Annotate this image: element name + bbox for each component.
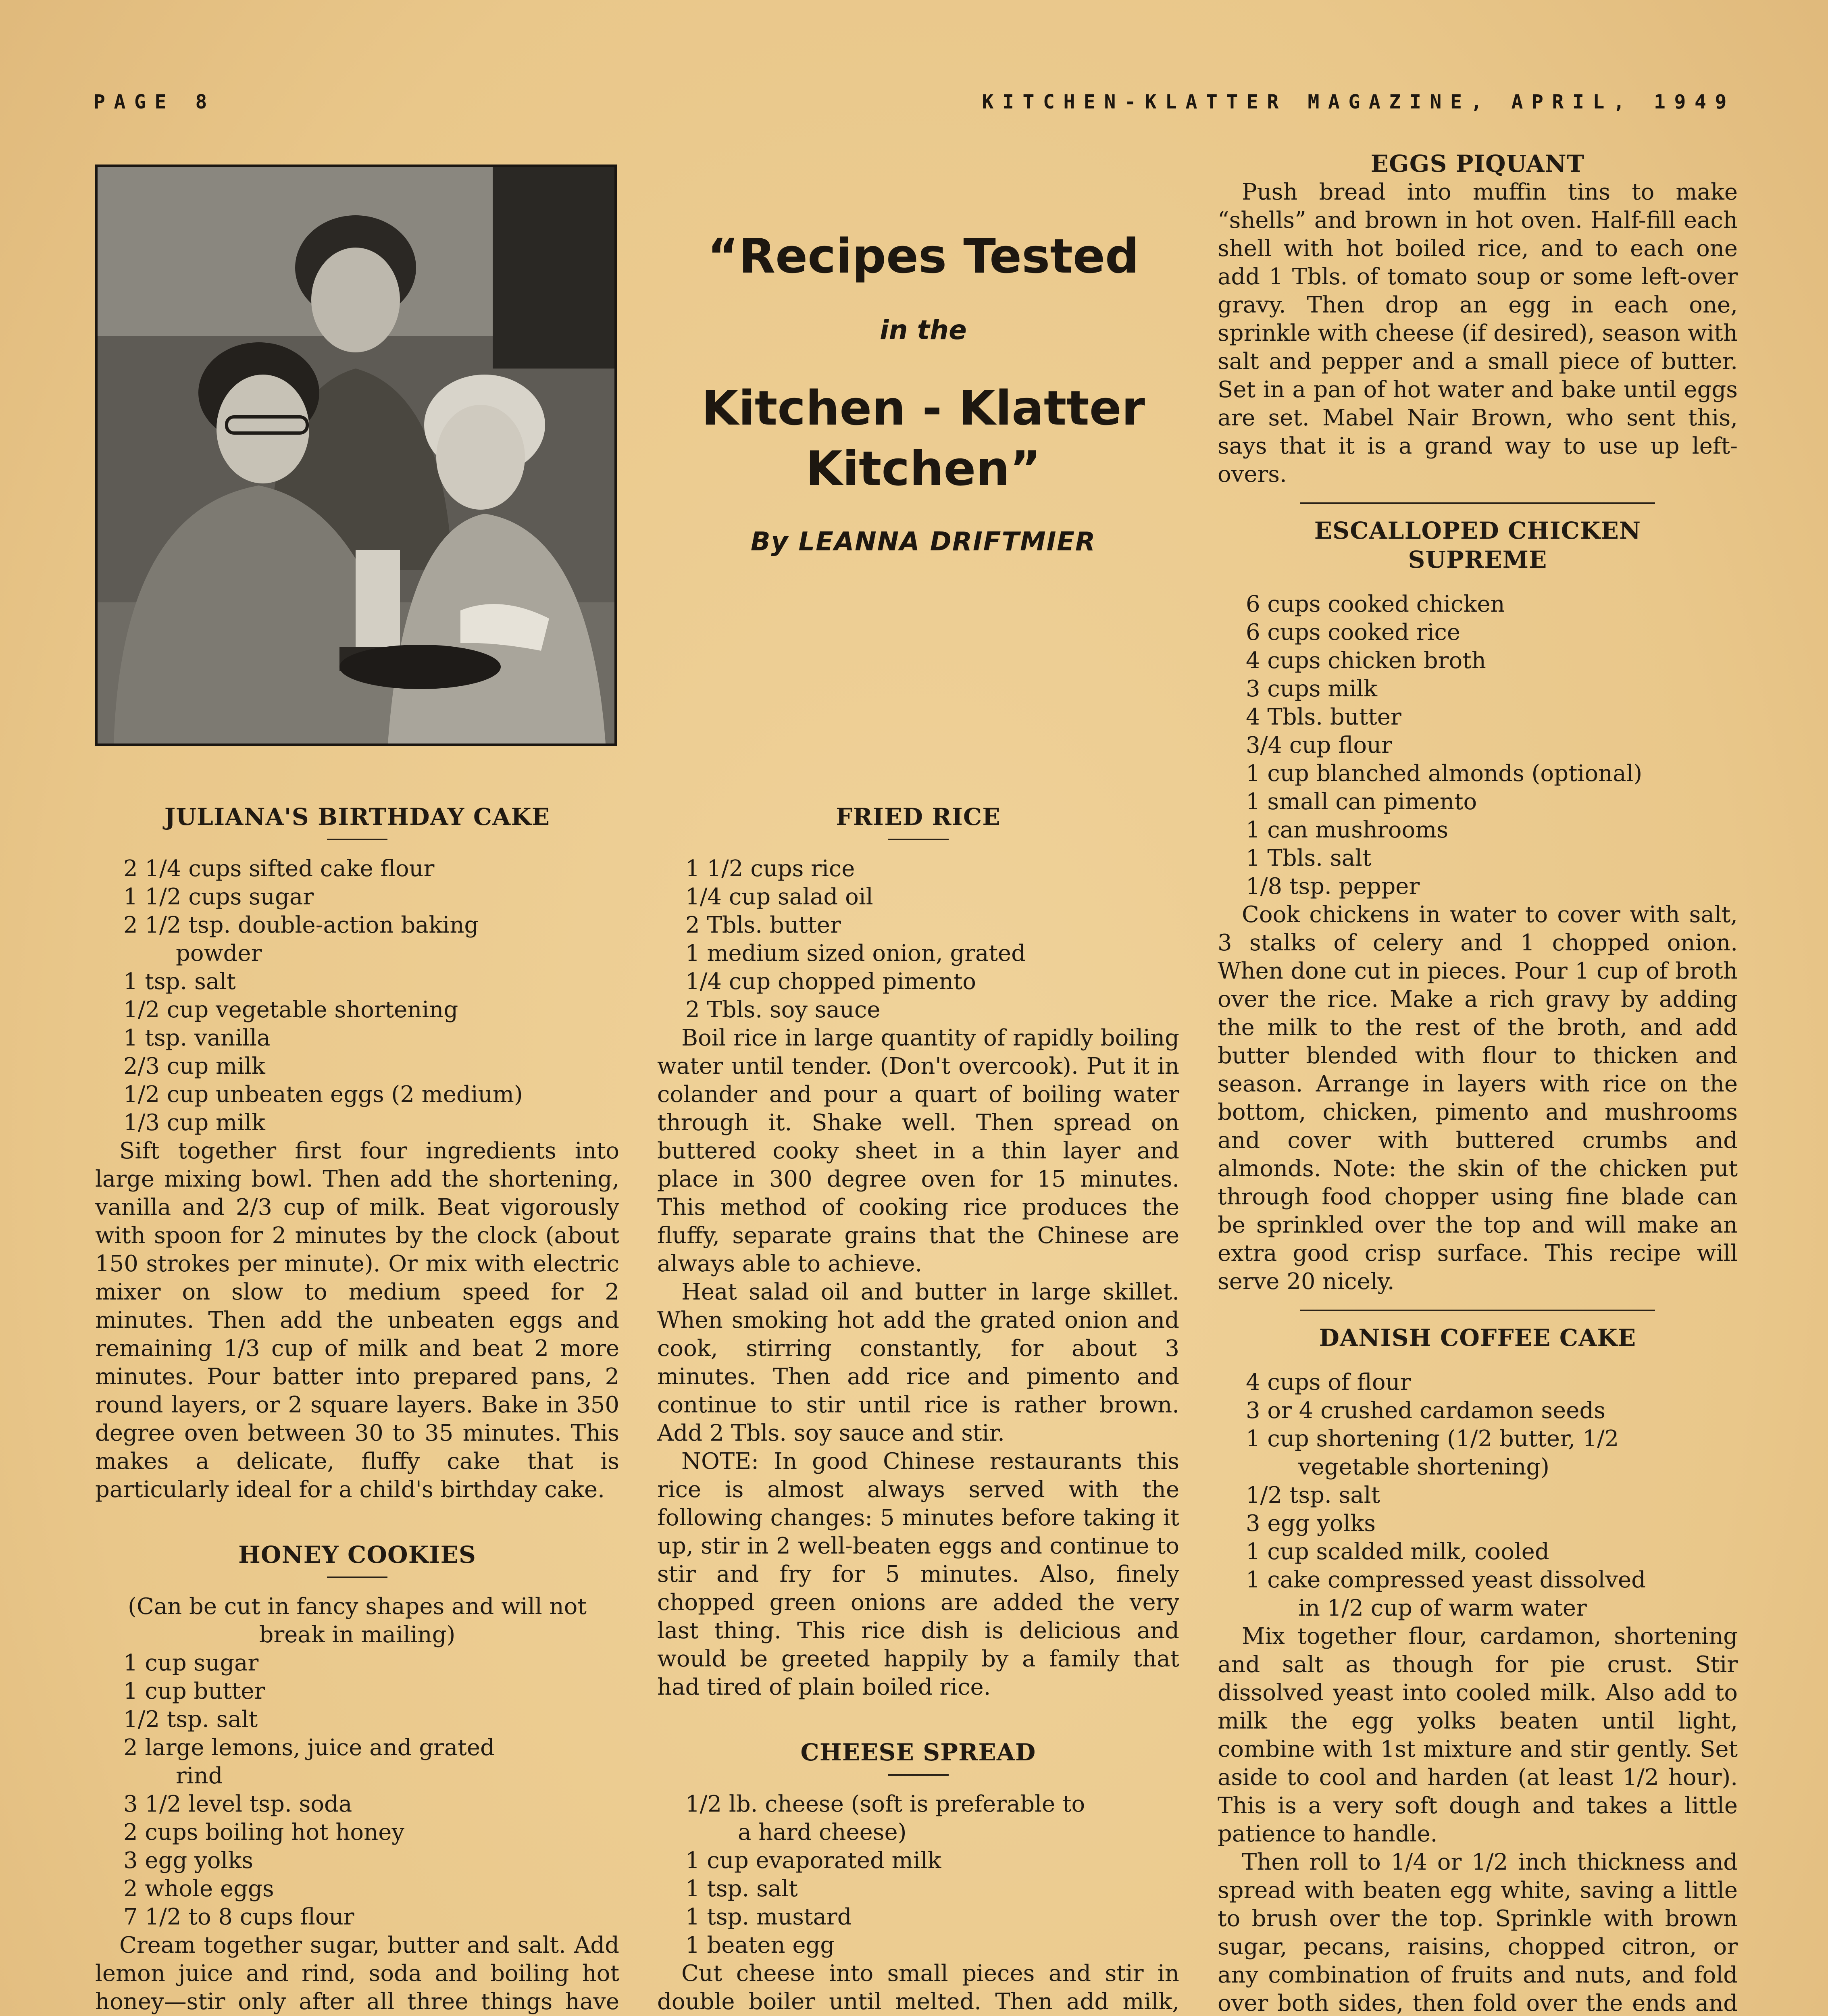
ingredient-continued: vegetable shortening) (1298, 1454, 1550, 1480)
recipe-directions: Mix together flour, cardamon, shortening and salt as though for pie crust. Stir dissolved yeast into cooled milk. Also add to milk the egg yolks beaten until light, combine with 1st mixture and stir gently. Set aside to cool and harden (at least 1/2 hour). This is a very soft dough and takes a little patience to handle. (1218, 1623, 1738, 1847)
ingredient: 1 cup evaporated milk (685, 1847, 941, 1874)
recipe-title-fried-rice: FRIED RICE (836, 803, 1001, 831)
spacer (657, 1702, 1179, 1738)
ingredient: 7 1/2 to 8 cups flour (123, 1904, 354, 1930)
ingredient: 1 Tbls. salt (1246, 845, 1372, 871)
ingredient: 1 small can pimento (1246, 789, 1477, 815)
ingredient: 1/4 cup salad oil (685, 884, 873, 910)
ingredient: 4 cups chicken broth (1246, 648, 1486, 674)
ingredient: 2 1/2 tsp. double-action baking (123, 912, 479, 938)
column-3 (1218, 149, 1738, 2016)
recipe-title-danish-coffee-cake: DANISH COFFEE CAKE (1319, 1324, 1636, 1352)
column-1 (95, 802, 619, 2016)
title-rule (327, 1577, 387, 1578)
ingredient: 2 Tbls. butter (685, 912, 841, 938)
ingredient: 1 tsp. salt (123, 968, 236, 995)
ingredient: 6 cups cooked chicken (1246, 591, 1505, 617)
ingredient: 1 medium sized onion, grated (685, 940, 1026, 966)
ingredient: 1/2 tsp. salt (123, 1706, 258, 1733)
column-2 (657, 802, 1179, 2016)
ingredient: 1/3 cup milk (123, 1110, 265, 1136)
ingredient-continued: rind (176, 1763, 223, 1789)
ingredient: 2 1/4 cups sifted cake flour (123, 856, 435, 882)
section-rule (1300, 1310, 1655, 1311)
ingredient: 1 1/2 cups sugar (123, 884, 314, 910)
ingredient: 1 cup shortening (1/2 butter, 1/2 (1246, 1426, 1619, 1452)
recipe-title-cheese-spread: CHEESE SPREAD (800, 1739, 1036, 1766)
page-number: PAGE 8 (94, 91, 216, 113)
ingredient: 1 cup sugar (123, 1650, 259, 1676)
title-rule (888, 839, 949, 840)
ingredient-continued: a hard cheese) (738, 1819, 907, 1845)
ingredient: 4 Tbls. butter (1246, 704, 1401, 730)
recipe-directions: Cook chickens in water to cover with salt, 3 stalks of celery and 1 chopped onion. When done cut in pieces. Pour 1 cup of broth over the rice. Make a rich gravy by adding the milk to the rest of the broth, and add butter blended with flour to thicken and season. Arrange in layers with rice on the bottom, chicken, pimento and mushrooms and cover with buttered crumbs and almonds. Note: the skin of the chicken put through food chopper using fine blade can be sprinkled over the top and will make an extra good crisp surface. This recipe will serve 20 nicely. (1218, 902, 1738, 1295)
recipe-title-escalloped-chicken-line2: SUPREME (1408, 546, 1547, 573)
recipe-directions: Heat salad oil and butter in large skillet. When smoking hot add the grated onion and cook, stirring constantly, for about 3 minutes. Then add rice and pimento and continue to stir until rice is rather brown. Add 2 Tbls. soy sauce and stir. (657, 1279, 1179, 1446)
ingredient: 3/4 cup flour (1246, 732, 1392, 758)
photo-three-women (95, 165, 617, 746)
ingredient: 1 tsp. vanilla (123, 1025, 271, 1051)
ingredient: 1 1/2 cups rice (685, 856, 855, 882)
recipe-directions: Push bread into muffin tins to make “shells” and brown in hot oven. Half-fill each shell with hot boiled rice, and to each one add 1 Tbls. of tomato soup or some left-over gravy. Then drop an egg in each one, sprinkle with cheese (if desired), season with salt and pepper and a small piece of butter. Set in a pan of hot water and bake until eggs are set. Mabel Nair Brown, who sent this, says that it is a grand way to use up left-overs. (1218, 179, 1738, 487)
ingredient: 1/8 tsp. pepper (1246, 873, 1420, 900)
ingredient: 2 cups boiling hot honey (123, 1819, 404, 1845)
recipe-directions: Boil rice in large quantity of rapidly boiling water until tender. (Don't overcook). Put it in colander and pour a quart of boiling water through it. Shake well. Then spread on buttered cooky sheet in a thin layer and place in 300 degree oven for 15 minutes. This method of cooking rice produces the fluffy, separate grains that the Chinese are always able to achieve. (657, 1025, 1179, 1277)
recipe-directions: Cut cheese into small pieces and stir in double boiler until melted. Then add milk, (657, 1960, 1179, 2015)
headline-line3: Kitchen - Klatter Kitchen” (702, 380, 1145, 496)
spacer (1218, 574, 1738, 590)
ingredient: 1 cup blanched almonds (optional) (1246, 760, 1643, 787)
recipe-directions: Sift together first four ingredients into large mixing bowl. Then add the shortening, vanilla and 2/3 cup of milk. Beat vigorously with spoon for 2 minutes by the clock (about 150 strokes per minute). Or mix with electric mixer on slow to medium speed for 2 minutes. Then add the unbeaten eggs and remaining 1/3 cup of milk and beat 2 more minutes. Pour batter into prepared pans, 2 round layers, or 2 square layers. Bake in 350 degree oven between 30 to 35 minutes. This makes a delicate, fluffy cake that is particularly ideal for a child's birthday cake. (95, 1138, 619, 1503)
recipe-title-escalloped-chicken: ESCALLOPED CHICKEN (1314, 517, 1641, 544)
byline: By LEANNA DRIFTMIER (750, 527, 1096, 557)
ingredient (1218, 1594, 1738, 1622)
ingredient-continued: powder (176, 940, 262, 966)
ingredient: 1 can mushrooms (1246, 817, 1449, 843)
headline-line1: “Recipes Tested (707, 228, 1139, 284)
ingredient: 1/4 cup chopped pimento (685, 968, 976, 995)
ingredient: 1/2 tsp. salt (1246, 1482, 1380, 1508)
recipe-directions: NOTE: In good Chinese restaurants this rice is almost always served with the following changes: 5 minutes before taking it up, stir in 2 well-beaten eggs and continue to stir and fry for 5 minutes. Also, finely chopped green onions are added the very last thing. This rice dish is delicious and would be greeted happily by a family that had tired of plain boiled rice. (657, 1448, 1179, 1700)
ingredient: 3 egg yolks (1246, 1510, 1376, 1537)
ingredient: 2/3 cup milk (123, 1053, 265, 1079)
ingredient: 2 whole eggs (123, 1876, 274, 1902)
ingredient (1218, 1453, 1738, 1481)
ingredient: 1 tsp. mustard (685, 1904, 852, 1930)
ingredient: 2 Tbls. soy sauce (685, 997, 881, 1023)
ingredient: 4 cups of flour (1246, 1369, 1411, 1395)
ingredient-continued: in 1/2 cup of warm water (1298, 1595, 1587, 1621)
ingredient (657, 1818, 1179, 1847)
recipe-title-eggs-piquant: EGGS PIQUANT (1370, 150, 1585, 177)
ingredient: 6 cups cooked rice (1246, 619, 1460, 646)
ingredient: 3 1/2 level tsp. soda (123, 1791, 352, 1817)
ingredient: 1/2 lb. cheese (soft is preferable to (685, 1791, 1085, 1817)
ingredient: 1/2 cup vegetable shortening (123, 997, 458, 1023)
spacer (1218, 1352, 1738, 1368)
ingredient: 2 large lemons, juice and grated (123, 1735, 495, 1761)
ingredient: 1 cup scalded milk, cooled (1246, 1539, 1549, 1565)
ingredient: 1 tsp. salt (685, 1876, 798, 1902)
recipe-title-birthday-cake: JULIANA'S BIRTHDAY CAKE (164, 803, 550, 831)
headline-line2: in the (880, 314, 967, 346)
ingredient: 3 or 4 crushed cardamon seeds (1246, 1397, 1605, 1424)
ingredient: 1 cup butter (123, 1678, 265, 1704)
recipe-note: (Can be cut in fancy shapes and will not break in mailing) (128, 1593, 587, 1648)
recipe-directions: Cream together sugar, butter and salt. Add lemon juice and rind, soda and boiling hot honey—stir only after all three things have (95, 1932, 619, 2015)
ingredient: 3 egg yolks (123, 1847, 253, 1874)
ingredient (95, 1762, 619, 1790)
ingredient (95, 939, 619, 968)
spacer (95, 1504, 619, 1540)
recipe-directions: Then roll to 1/4 or 1/2 inch thickness and spread with beaten egg white, saving a little to brush over the top. Sprinkle with brown sugar, pecans, raisins, chopped citron, or any combination of fruits and nuts, and fold over both sides, then fold over the ends and (1218, 1849, 1738, 2016)
ingredient: 1 cake compressed yeast dissolved (1246, 1567, 1646, 1593)
title-rule (327, 839, 387, 840)
recipe-title-honey-cookies: HONEY COOKIES (238, 1541, 477, 1568)
headline-block (645, 226, 1201, 557)
magazine-title: KITCHEN-KLATTER MAGAZINE, APRIL, 1949 (982, 91, 1735, 113)
ingredient: 1/2 cup unbeaten eggs (2 medium) (123, 1081, 523, 1108)
section-rule (1300, 502, 1655, 504)
photo-three-women-icon (98, 167, 614, 744)
ingredient: 3 cups milk (1246, 676, 1378, 702)
ingredient: 1 beaten egg (685, 1932, 835, 1958)
title-rule (888, 1774, 949, 1776)
